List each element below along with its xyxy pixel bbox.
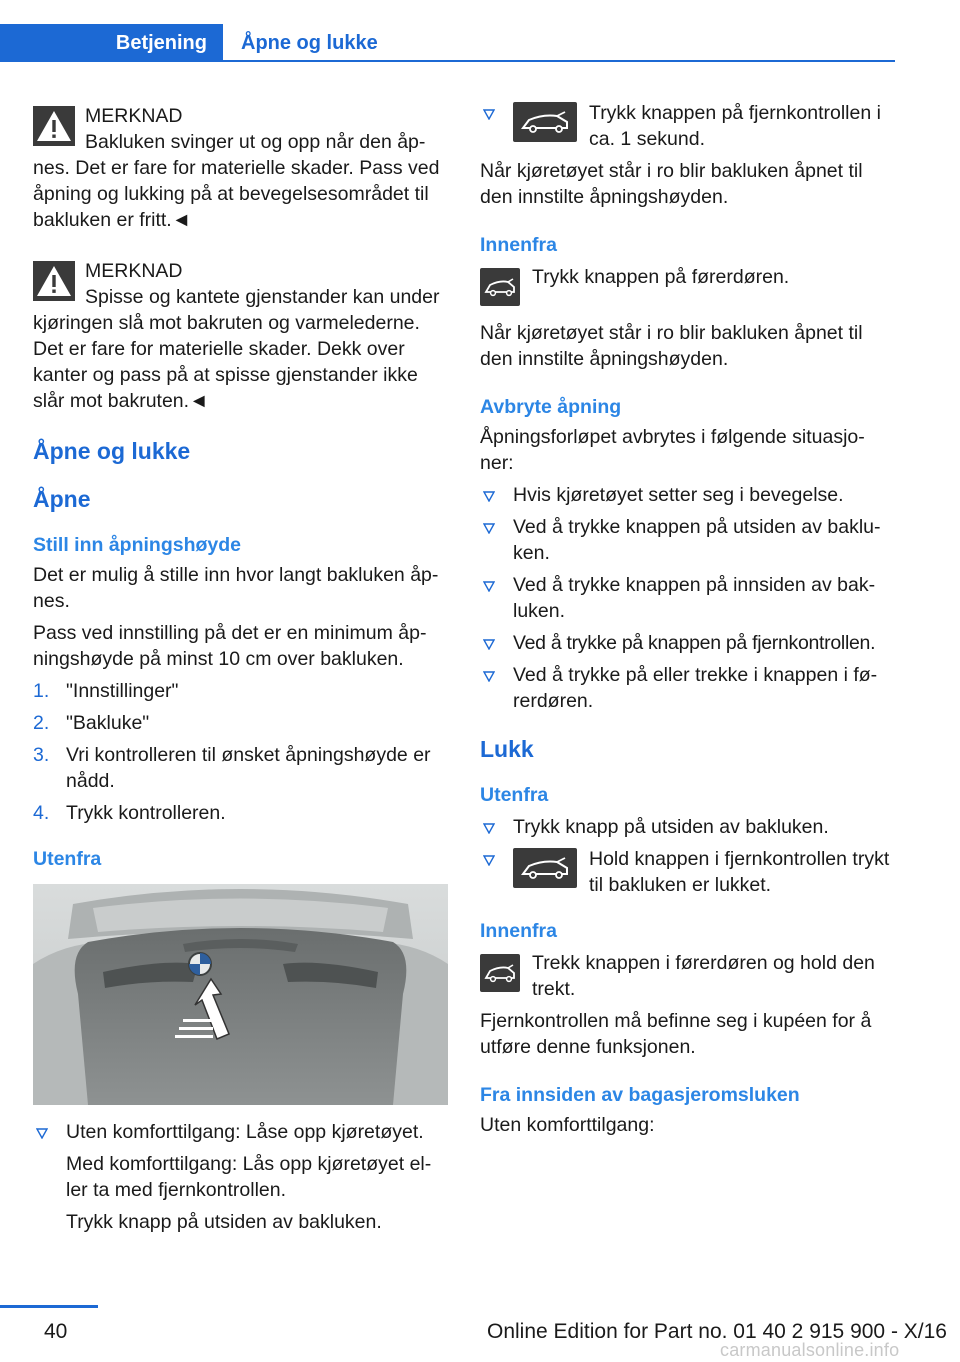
list-item	[480, 662, 898, 714]
list-item	[480, 846, 898, 898]
bullet-text: Hvis kjøretøyet setter seg i bevegelse.	[513, 484, 844, 506]
subheading-innenfra: Innenfra	[480, 234, 557, 256]
header-tab-section[interactable]: Åpne og lukke	[241, 31, 378, 54]
step-number: 2.	[33, 712, 50, 734]
remote-open-list	[480, 100, 898, 152]
list-item	[33, 710, 448, 736]
paragraph: Pass ved innstilling på det er en minimum åp-ningshøyde på minst 10 cm over bakluken.	[33, 622, 427, 670]
list-item	[33, 742, 448, 794]
step-text: Vri kontrolleren til ønsket åpningshøyde er nådd.	[66, 744, 431, 792]
subheading-still-inn: Still inn åpningshøyde	[33, 534, 242, 556]
close-list	[480, 814, 898, 898]
bullet-text: Uten komforttilgang: Låse opp kjøretøyet.	[66, 1121, 424, 1143]
step-number: 3.	[33, 744, 50, 766]
list-item	[480, 572, 898, 624]
bullet-text: Trykk knapp på utsiden av bakluken.	[513, 816, 829, 838]
triangle-bullet-icon	[36, 1128, 48, 1139]
door-button-row	[480, 948, 898, 1002]
list-item	[33, 1119, 448, 1235]
list-item	[33, 678, 448, 704]
paragraph: Når kjøretøyet står i ro blir bakluken åpnet til den innstilte åpningshøyden.	[480, 160, 863, 208]
trunk-remote-key-icon	[513, 848, 577, 888]
door-button-text: Trykk knappen på førerdøren.	[532, 266, 790, 288]
step-text: "Bakluke"	[66, 712, 150, 734]
warning-title: MERKNAD	[85, 105, 183, 127]
warning-title: MERKNAD	[85, 260, 183, 282]
list-item	[480, 100, 898, 152]
paragraph: Åpningsforløpet avbrytes i følgende situasjo-ner:	[480, 426, 865, 474]
list-item	[480, 814, 898, 840]
triangle-bullet-icon	[483, 109, 495, 120]
right-column	[480, 100, 898, 1138]
bullet-text: Med komforttilgang: Lås opp kjøretøyet el-ler ta med fjernkontrollen.	[66, 1153, 432, 1201]
bullet-text: Ved å trykke på eller trekke i knappen i fø-rerdøren.	[513, 664, 878, 712]
section-heading-apne: Åpne	[33, 486, 91, 512]
warning-text: Spisse og kantete gjenstander kan under kjøringen slå mot bakruten og varmelederne. Det er fare for materielle skader. Dekk over kanter og pass på at spisse gjenstander ikke slår mot bakruten.◄	[33, 286, 440, 412]
bullet-text: Hold knappen i fjernkontrollen trykt til bakluken er lukket.	[589, 848, 890, 896]
steps-list	[33, 678, 448, 826]
section-heading-lukk: Lukk	[480, 736, 534, 762]
warning-block-1	[33, 100, 448, 233]
warning-icon	[33, 106, 75, 146]
open-steps-list	[33, 1119, 448, 1235]
trunk-door-button-icon	[480, 268, 520, 306]
step-number: 1.	[33, 680, 50, 702]
header-tab-betjening[interactable]: Betjening	[0, 24, 223, 62]
paragraph: Fjernkontrollen må befinne seg i kupéen for å utføre denne funksjonen.	[480, 1010, 872, 1058]
list-item	[480, 482, 898, 508]
door-button-row	[480, 262, 898, 310]
online-edition-text: Online Edition for Part no. 01 40 2 915 900 - X/16	[487, 1320, 947, 1343]
bullet-text: Ved å trykke knappen på innsiden av bak-luken.	[513, 574, 876, 622]
step-number: 4.	[33, 802, 50, 824]
warning-block-2	[33, 255, 448, 414]
triangle-bullet-icon	[483, 491, 495, 502]
triangle-bullet-icon	[483, 671, 495, 682]
tailgate-photo	[33, 884, 448, 1105]
triangle-bullet-icon	[483, 855, 495, 866]
header-divider	[0, 60, 895, 62]
subheading-utenfra: Utenfra	[33, 848, 102, 870]
door-button-text: Trekk knappen i førerdøren og hold den trekt.	[532, 952, 875, 1000]
paragraph: Det er mulig å stille inn hvor langt bakluken åp-nes.	[33, 564, 439, 612]
triangle-bullet-icon	[483, 523, 495, 534]
step-text: "Innstillinger"	[66, 680, 179, 702]
subheading-utenfra-close: Utenfra	[480, 784, 549, 806]
list-item	[33, 800, 448, 826]
warning-text: Bakluken svinger ut og opp når den åp-nes. Det er fare for materielle skader. Pass ved åpning og lukking på at bevegelsesområdet til bakluken er fritt.◄	[33, 131, 440, 231]
bullet-text: Ved å trykke på knappen på fjernkontrollen.	[513, 632, 876, 654]
bullet-text: Trykk knappen på fjernkontrollen i ca. 1 sekund.	[589, 102, 881, 150]
paragraph: Uten komforttilgang:	[480, 1114, 655, 1136]
subheading-fra-innsiden: Fra innsiden av bagasjeromsluken	[480, 1084, 800, 1106]
triangle-bullet-icon	[483, 823, 495, 834]
bullet-text: Trykk knapp på utsiden av bakluken.	[66, 1211, 382, 1233]
list-item	[480, 630, 898, 656]
step-text: Trykk kontrolleren.	[66, 802, 226, 824]
trunk-door-button-icon	[480, 954, 520, 992]
triangle-bullet-icon	[483, 581, 495, 592]
left-column	[33, 100, 448, 1241]
footer-divider	[0, 1305, 98, 1308]
cancel-list	[480, 482, 898, 714]
bullet-text: Ved å trykke knappen på utsiden av baklu-ken.	[513, 516, 881, 564]
watermark: carmanualsonline.info	[720, 1340, 900, 1360]
warning-icon	[33, 261, 75, 301]
list-item	[480, 514, 898, 566]
page-number: 40	[44, 1320, 68, 1343]
page-header	[0, 0, 960, 64]
subheading-avbryte: Avbryte åpning	[480, 396, 622, 418]
triangle-bullet-icon	[483, 639, 495, 650]
trunk-remote-key-icon	[513, 102, 577, 142]
subheading-innenfra-close: Innenfra	[480, 920, 557, 942]
paragraph: Når kjøretøyet står i ro blir bakluken åpnet til den innstilte åpningshøyden.	[480, 322, 863, 370]
section-heading-apne-og-lukke: Åpne og lukke	[33, 438, 191, 464]
